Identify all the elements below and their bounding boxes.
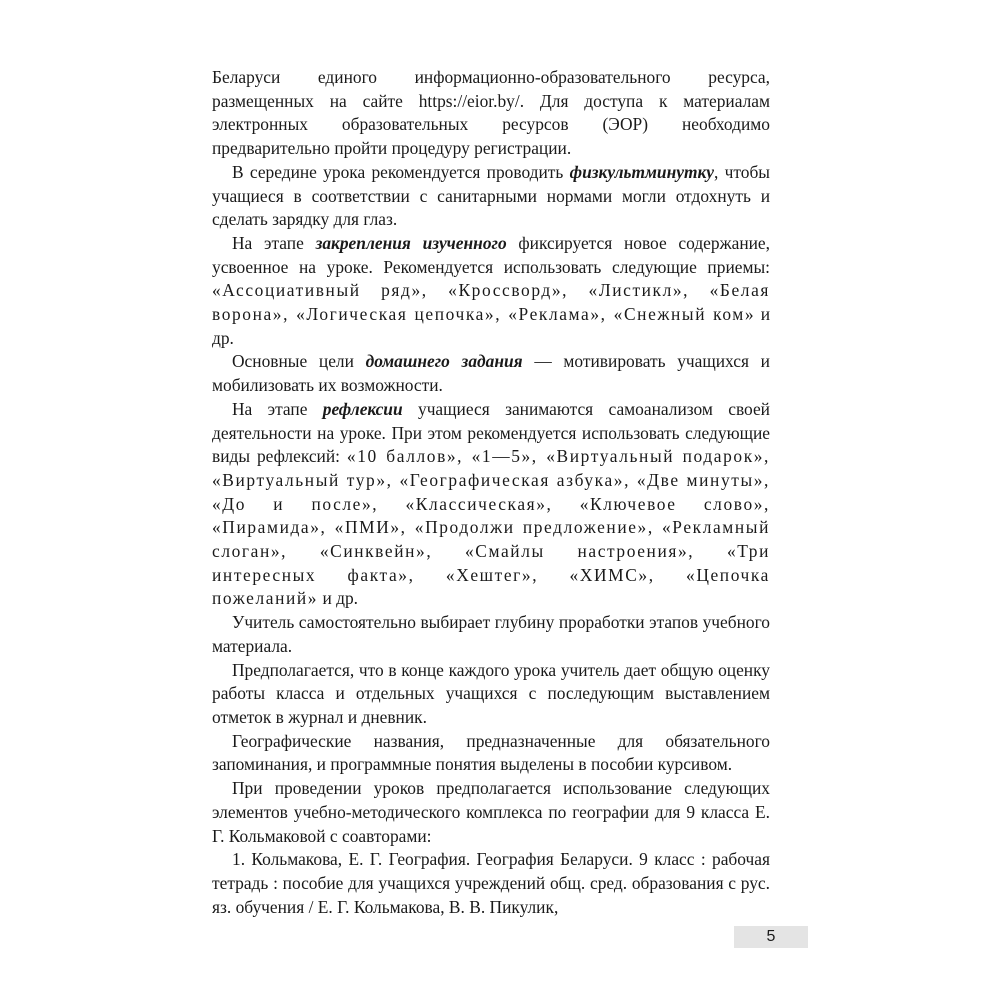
paragraph-text: На этапе [232,232,316,253]
page-body [212,66,770,919]
paragraph-text: фиксируется новое содержание, усвоенное на уроке. Рекомендуется использовать следующие приемы: [212,232,771,277]
paragraph-text: и др. [318,588,358,609]
reflection-types-list: «10 баллов», «1—5», «Виртуальный подарок», «Виртуальный тур», «Географическая азбука», «Две минуты», «До и после», «Классическая», «Ключевое слово», «Пирамида», «ПМИ», «Продолжи предложение», «Рекламный слоган», «Синквейн», «Смайлы настроения», «Три интересных факта», «Хештег», «ХИМС», «Цепочка пожеланий» [212,446,770,609]
emphasis-term: закрепления изученного [315,232,507,253]
paragraph-text: На этапе [232,398,323,419]
paragraph-reflection [212,398,770,611]
paragraph-eor-registration: Беларуси единого информационно-образовательного ресурса, размещенных на сайте https://eior.by/. Для доступа к материалам электронных образовательных ресурсов (ЭОР) необходимо предварительно пройти процедуру регистрации. [212,67,770,159]
page-number: 5 [766,928,776,945]
paragraph-teaching-complex: При проведении уроков предполагается использование следующих элементов учебно-методического комплекса по географии для 9 класса Е. Г. Кольмаковой с соавторами: [212,778,770,846]
paragraph-assessment: Предполагается, что в конце каждого урока учитель дает общую оценку работы класса и отдельных учащихся с последующим выставлением отметок в журнал и дневник. [212,659,770,727]
paragraph-teacher-choice: Учитель самостоятельно выбирает глубину проработки этапов учебного материала. [212,612,770,656]
paragraph-homework [212,350,770,397]
paragraph-text: Основные цели [232,351,366,372]
techniques-list: «Ассоциативный ряд», «Кроссворд», «Листикл», «Белая ворона», «Логическая цепочка», «Реклама», «Снежный ком» [212,280,770,325]
paragraph-text: В середине урока рекомендуется проводить [232,161,570,182]
paragraph-geographic-names: Географические названия, предназначенные для обязательного запоминания, и программные понятия выделены в пособии курсивом. [212,730,770,775]
paragraph-text: и др. [212,304,770,348]
emphasis-term: физкультминутку [569,161,715,182]
paragraph-consolidation [212,232,770,351]
emphasis-term: рефлексии [322,398,403,419]
paragraph-text: , чтобы учащиеся в соответствии с санитарными нормами могли отдохнуть и сделать зарядку для глаз. [212,161,770,230]
paragraph-text: учащиеся занимаются самоанализом своей деятельности на уроке. При этом рекомендуется использовать следующие виды рефлексий: [212,398,770,467]
paragraph-text: — мотивировать учащихся и мобилизовать их возможности. [212,351,770,396]
paragraph-physical-break [212,161,770,232]
page-number-box [734,926,808,948]
paragraph-reference-1: 1. Кольмакова, Е. Г. География. География Беларуси. 9 класс : рабочая тетрадь : пособие для учащихся учреждений общ. сред. образования с рус. яз. обучения / Е. Г. Кольмакова, В. В. Пикулик, [212,849,770,917]
emphasis-term: домашнего задания [365,351,523,372]
